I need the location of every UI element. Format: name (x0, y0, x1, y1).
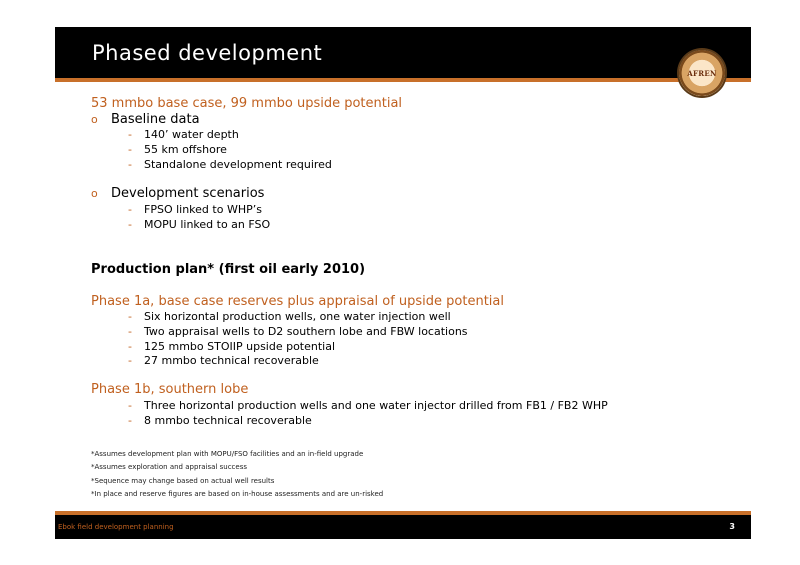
list-item (128, 310, 451, 323)
dash-bullet-icon: - (128, 143, 132, 156)
dash-bullet-icon: - (128, 158, 132, 171)
footnote: *In place and reserve figures are based on in-house assessments and are un-risked (91, 490, 384, 498)
production-plan-heading: Production plan* (first oil early 2010) (91, 262, 366, 277)
dash-bullet-icon: - (128, 399, 132, 412)
list-item-text: 125 mmbo STOIIP upside potential (144, 340, 336, 353)
list-item-text: Two appraisal wells to D2 southern lobe and FBW locations (144, 325, 468, 338)
afren-logo (679, 50, 725, 96)
logo-text: AFREN (687, 68, 717, 78)
list-item-text: MOPU linked to an FSO (144, 218, 271, 231)
footnote: *Assumes exploration and appraisal success (91, 463, 247, 471)
list-item-text: Three horizontal production wells and one water injector drilled from FB1 / FB2 WHP (144, 399, 608, 412)
baseline-heading (91, 112, 200, 127)
list-item-text: FPSO linked to WHP’s (144, 203, 262, 216)
title-divider (55, 78, 751, 82)
slide-title: Phased development (92, 41, 323, 65)
page-number: 3 (729, 522, 735, 531)
phase-1b-heading: Phase 1b, southern lobe (91, 382, 249, 397)
list-item (128, 143, 227, 156)
baseline-label: Baseline data (111, 112, 200, 127)
headline: 53 mmbo base case, 99 mmbo upside potential (91, 96, 403, 111)
list-item (128, 218, 270, 231)
dash-bullet-icon: - (128, 325, 132, 338)
scenarios-heading (91, 186, 264, 201)
slide (55, 27, 751, 539)
circle-bullet-icon: o (91, 113, 98, 126)
phase-1a-heading: Phase 1a, base case reserves plus appraisal of upside potential (91, 294, 504, 309)
list-item-text: Standalone development required (144, 158, 332, 171)
list-item (128, 203, 262, 216)
footnote: *Assumes development plan with MOPU/FSO facilities and an in-field upgrade (91, 450, 364, 458)
list-item-text: 140’ water depth (144, 128, 239, 141)
list-item (128, 414, 312, 427)
list-item (128, 340, 335, 353)
dash-bullet-icon: - (128, 203, 132, 216)
dash-bullet-icon: - (128, 218, 132, 231)
dash-bullet-icon: - (128, 414, 132, 427)
list-item-text: Six horizontal production wells, one water injection well (144, 310, 451, 323)
list-item (128, 128, 239, 141)
footnote: *Sequence may change based on actual well results (91, 477, 275, 485)
list-item-text: 8 mmbo technical recoverable (144, 414, 312, 427)
scenarios-label: Development scenarios (111, 186, 265, 201)
footer-text: Ebok field development planning (58, 523, 174, 531)
list-item-text: 55 km offshore (144, 143, 227, 156)
list-item (128, 325, 468, 338)
list-item-text: 27 mmbo technical recoverable (144, 354, 319, 367)
footer-bar (55, 515, 751, 539)
dash-bullet-icon: - (128, 354, 132, 367)
dash-bullet-icon: - (128, 340, 132, 353)
title-bar (55, 27, 751, 78)
list-item (128, 158, 332, 171)
dash-bullet-icon: - (128, 128, 132, 141)
circle-bullet-icon: o (91, 187, 98, 200)
list-item (128, 354, 319, 367)
dash-bullet-icon: - (128, 310, 132, 323)
list-item (128, 399, 608, 412)
